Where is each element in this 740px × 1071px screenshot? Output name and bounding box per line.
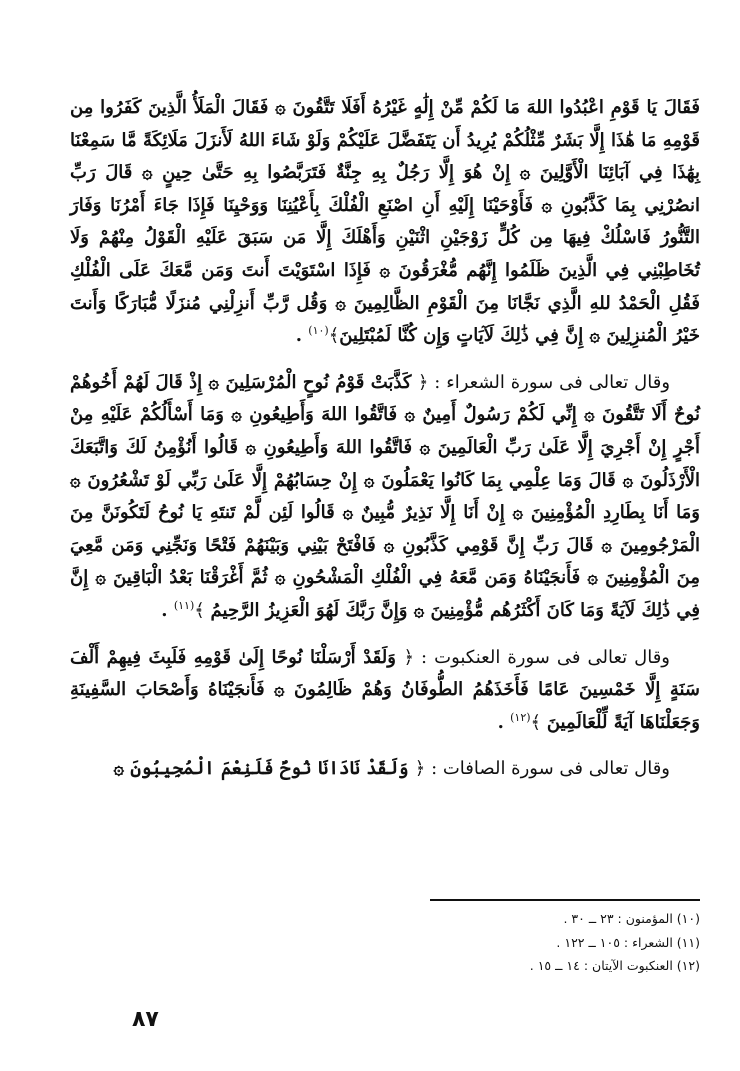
page-number: ٨٧ [132,1007,159,1032]
paragraph-2-verse: كَذَّبَتْ قَوْمُ نُوحٍ الْمُرْسَلِينَ ۞ إِذْ قَالَ لَهُمْ أَخُوهُمْ نُوحٌ أَلَا تَتَّقُونَ ۞ إِنِّي لَكُمْ رَسُولٌ أَمِينٌ ۞ فَاتَّقُوا اللهَ وَأَطِيعُونِ ۞ وَمَا أَسْأَلُكُمْ عَلَيْهِ مِنْ أَجْرٍ إِنْ أَجْرِيَ إِلَّا عَلَىٰ رَبِّ الْعَالَمِينَ ۞ فَاتَّقُوا اللهَ وَأَطِيعُونِ ۞ قَالُوا أَنُؤْمِنُ لَكَ وَاتَّبَعَكَ الْأَرْذَلُونَ ۞ قَالَ وَمَا عِلْمِي بِمَا كَانُوا يَعْمَلُونَ ۞ إِنْ حِسَابُهُمْ إِلَّا عَلَىٰ رَبِّي لَوْ تَشْعُرُونَ ۞ وَمَا أَنَا بِطَارِدِ الْمُؤْمِنِينَ ۞ إِنْ أَنَا إِلَّا نَذِيرٌ مُّبِينٌ ۞ قَالُوا لَئِن لَّمْ تَنتَهِ يَا نُوحُ لَتَكُونَنَّ مِنَ الْمَرْجُومِينَ ۞ قَالَ رَبِّ إِنَّ قَوْمِي كَذَّبُونِ ۞ فَافْتَحْ بَيْنِي وَبَيْنَهُمْ فَتْحًا وَنَجِّنِي وَمَن مَّعِيَ مِنَ الْمُؤْمِنِينَ ۞ فَأَنجَيْنَاهُ وَمَن مَّعَهُ فِي الْفُلْكِ الْمَشْحُونِ ۞ ثُمَّ أَغْرَقْنَا بَعْدُ الْبَاقِينَ ۞ إِنَّ فِي ذَٰلِكَ لَآيَةً وَمَا كَانَ أَكْثَرُهُم مُّؤْمِنِينَ ۞ وَإِنَّ رَبَّكَ لَهُوَ الْعَزِيزُ الرَّحِيمُ [70,371,700,621]
paragraph-3 [70,642,700,740]
paragraph-1-verse: فَقَالَ يَا قَوْمِ اعْبُدُوا اللهَ مَا لَكُمْ مِّنْ إِلَٰهٍ غَيْرُهُ أَفَلَا تَتَّقُونَ ۞ فَقَالَ الْمَلَأُ الَّذِينَ كَفَرُوا مِن قَوْمِهِ مَا هَٰذَا إِلَّا بَشَرٌ مِّثْلُكُمْ يُرِيدُ أَن يَتَفَضَّلَ عَلَيْكُمْ وَلَوْ شَاءَ اللهُ لَأَنزَلَ مَلَائِكَةً مَّا سَمِعْنَا بِهَٰذَا فِي آبَائِنَا الْأَوَّلِينَ ۞ إِنْ هُوَ إِلَّا رَجُلٌ بِهِ جِنَّةٌ فَتَرَبَّصُوا بِهِ حَتَّىٰ حِينٍ ۞ قَالَ رَبِّ انصُرْنِي بِمَا كَذَّبُونِ ۞ فَأَوْحَيْنَا إِلَيْهِ أَنِ اصْنَعِ الْفُلْكَ بِأَعْيُنِنَا وَوَحْيِنَا فَإِذَا جَاءَ أَمْرُنَا وَفَارَ التَّنُّورُ فَاسْلُكْ فِيهَا مِن كُلٍّ زَوْجَيْنِ اثْنَيْنِ وَأَهْلَكَ إِلَّا مَن سَبَقَ عَلَيْهِ الْقَوْلُ مِنْهُمْ وَلَا تُخَاطِبْنِي فِي الَّذِينَ ظَلَمُوا إِنَّهُم مُّغْرَقُونَ ۞ فَإِذَا اسْتَوَيْتَ أَنتَ وَمَن مَّعَكَ عَلَى الْفُلْكِ فَقُلِ الْحَمْدُ للهِ الَّذِي نَجَّانَا مِنَ الْقَوْمِ الظَّالِمِينَ ۞ وَقُل رَّبِّ أَنزِلْنِي مُنزَلًا مُّبَارَكًا وَأَنتَ خَيْرُ الْمُنزِلِينَ ۞ إِنَّ فِي ذَٰلِكَ لَآيَاتٍ وَإِن كُنَّا لَمُبْتَلِينَ [70,97,700,347]
footnote-divider [430,899,700,901]
paragraph-2 [70,367,700,628]
footnote-10: (١٠) المؤمنون : ٢٣ ــ ٣٠ . [563,911,700,926]
paragraph-4-verse: وَلَقَدْ نَادَانَا نُوحٌ فَلَنِعْمَ الْمُجِيبُونَ ۞ [113,758,415,780]
paragraph-2-intro: وقال تعالى فى سورة الشعراء : ﴿ [417,371,671,393]
paragraph-3-verse: وَلَقَدْ أَرْسَلْنَا نُوحًا إِلَىٰ قَوْمِهِ فَلَبِثَ فِيهِمْ أَلْفَ سَنَةٍ إِلَّا خَمْسِينَ عَامًا فَأَخَذَهُمُ الطُّوفَانُ وَهُمْ ظَالِمُونَ ۞ فَأَنجَيْنَاهُ وَأَصْحَابَ السَّفِينَةِ وَجَعَلْنَاهَا آيَةً لِّلْعَالَمِينَ [70,646,700,733]
main-text [70,92,700,786]
paragraph-3-intro: وقال تعالى فى سورة العنكبوت : ﴿ [403,646,671,668]
paragraph-1 [70,92,700,353]
paragraph-2-end: . [161,599,174,621]
footnote-11: (١١) الشعراء : ١٠٥ ــ ١٢٢ . [556,934,700,950]
paragraph-1-footnote-ref: (١٠) [308,324,329,338]
paragraph-3-footnote-ref: (١٢) [510,710,531,724]
paragraph-2-footnote-ref: (١١) [173,598,195,612]
paragraph-2-close-brace: ﴾ [194,599,211,621]
paragraph-1-end: . [295,325,309,347]
footnote-12: (١٢) العنكبوت الآيتان : ١٤ ــ ١٥ . [529,958,700,973]
paragraph-4-intro: وقال تعالى فى سورة الصافات : ﴿ [414,758,670,780]
paragraph-3-end: . [497,711,511,733]
paragraph-1-close-brace: ﴾ [328,325,340,347]
paragraph-3-close-brace: ﴾ [530,711,547,733]
footnotes [360,907,700,978]
paragraph-4 [70,753,700,786]
